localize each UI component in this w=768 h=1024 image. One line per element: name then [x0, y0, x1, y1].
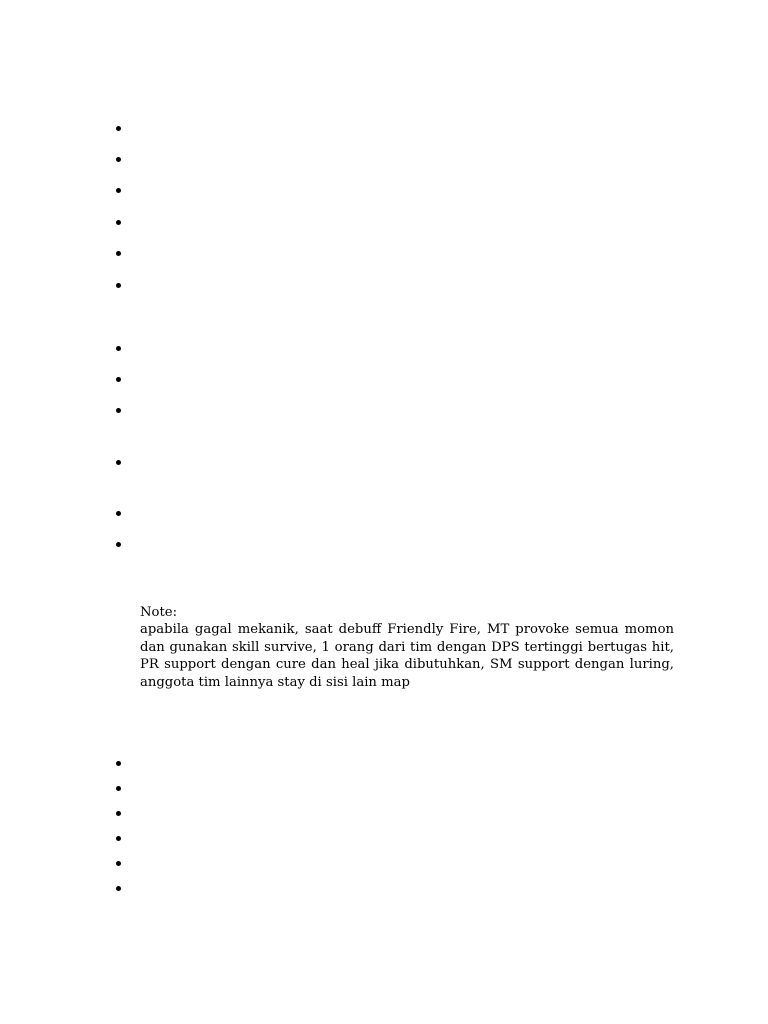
bullet-icon	[116, 283, 121, 288]
note-heading: Note:	[140, 605, 178, 620]
bullet-icon	[116, 220, 121, 225]
bullet-icon	[116, 861, 121, 866]
bullet-icon	[116, 886, 121, 891]
bullet-icon	[116, 408, 121, 413]
bullet-icon	[116, 511, 121, 516]
bullet-icon	[116, 377, 121, 382]
bullet-icon	[116, 251, 121, 256]
bullet-icon	[116, 126, 121, 131]
note-body: apabila gagal mekanik, saat debuff Friendly Fire, MT provoke semua momon dan gunakan skill survive, 1 orang dari tim dengan DPS tertinggi bertugas hit, PR support dengan cure dan heal jika dibutuhkan, SM support dengan luring, anggota tim lainnya stay di sisi lain map	[140, 622, 674, 690]
bullet-icon	[116, 346, 121, 351]
bullet-icon	[116, 811, 121, 816]
bullet-icon	[116, 761, 121, 766]
bullet-icon	[116, 542, 121, 547]
note-block	[140, 604, 674, 691]
bullet-icon	[116, 188, 121, 193]
bullet-icon	[116, 836, 121, 841]
bullet-icon	[116, 157, 121, 162]
bullet-icon	[116, 460, 121, 465]
bullet-icon	[116, 786, 121, 791]
